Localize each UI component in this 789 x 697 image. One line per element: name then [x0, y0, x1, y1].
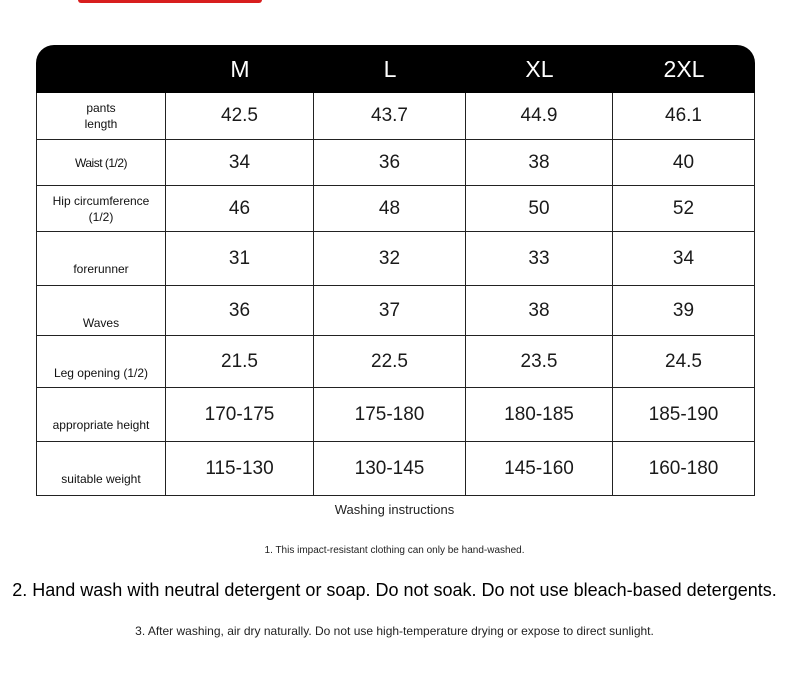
row-label-weight: suitable weight: [36, 442, 166, 496]
row-label-waves: Waves: [36, 286, 166, 336]
table-cell: 34: [613, 232, 755, 286]
table-cell: 31: [166, 232, 314, 286]
table-row: [36, 336, 755, 388]
table-row: [36, 186, 755, 232]
table-cell: 33: [466, 232, 613, 286]
table-cell: 21.5: [166, 336, 314, 388]
top-accent-bar: [78, 0, 262, 3]
table-cell: 145-160: [466, 442, 613, 496]
table-cell: 34: [166, 140, 314, 186]
table-cell: 46.1: [613, 93, 755, 140]
table-cell: 38: [466, 286, 613, 336]
table-cell: 23.5: [466, 336, 613, 388]
table-cell: 24.5: [613, 336, 755, 388]
table-cell: 36: [314, 140, 466, 186]
size-chart-table: [36, 45, 755, 496]
row-label-forerunner: forerunner: [36, 232, 166, 286]
row-label-waist: Waist (1/2): [36, 140, 166, 186]
washing-instructions-title: Washing instructions: [334, 502, 455, 517]
table-cell: 52: [613, 186, 755, 232]
table-cell: 50: [466, 186, 613, 232]
size-header-row: [36, 45, 755, 93]
table-cell: 180-185: [466, 388, 613, 442]
table-cell: 160-180: [613, 442, 755, 496]
table-cell: 175-180: [314, 388, 466, 442]
table-cell: 48: [314, 186, 466, 232]
washing-instruction-2: 2. Hand wash with neutral detergent or soap. Do not soak. Do not use bleach-based detergents.: [12, 580, 777, 600]
table-row: [36, 442, 755, 496]
header-corner: [36, 45, 166, 93]
table-cell: 40: [613, 140, 755, 186]
washing-instruction-1: 1. This impact-resistant clothing can only be hand-washed.: [264, 545, 525, 556]
row-label-pants-length: pants length: [36, 93, 166, 140]
table-cell: 22.5: [314, 336, 466, 388]
row-label-leg-opening: Leg opening (1/2): [36, 336, 166, 388]
table-cell: 39: [613, 286, 755, 336]
table-cell: 130-145: [314, 442, 466, 496]
table-row: [36, 93, 755, 140]
table-cell: 32: [314, 232, 466, 286]
washing-instruction-3: 3. After washing, air dry naturally. Do not use high-temperature drying or expose to direct sunlight.: [135, 624, 654, 638]
table-row: [36, 388, 755, 442]
table-cell: 36: [166, 286, 314, 336]
row-label-height: appropriate height: [36, 388, 166, 442]
table-cell: 185-190: [613, 388, 755, 442]
table-row: [36, 140, 755, 186]
row-label-hip: Hip circumference (1/2): [36, 186, 166, 232]
size-header-xl: XL: [466, 45, 613, 93]
size-header-l: L: [314, 45, 466, 93]
table-cell: 43.7: [314, 93, 466, 140]
table-cell: 37: [314, 286, 466, 336]
table-row: [36, 286, 755, 336]
table-row: [36, 232, 755, 286]
table-cell: 42.5: [166, 93, 314, 140]
size-header-2xl: 2XL: [613, 45, 755, 93]
table-cell: 44.9: [466, 93, 613, 140]
table-cell: 38: [466, 140, 613, 186]
table-cell: 115-130: [166, 442, 314, 496]
table-cell: 46: [166, 186, 314, 232]
size-header-m: M: [166, 45, 314, 93]
table-cell: 170-175: [166, 388, 314, 442]
